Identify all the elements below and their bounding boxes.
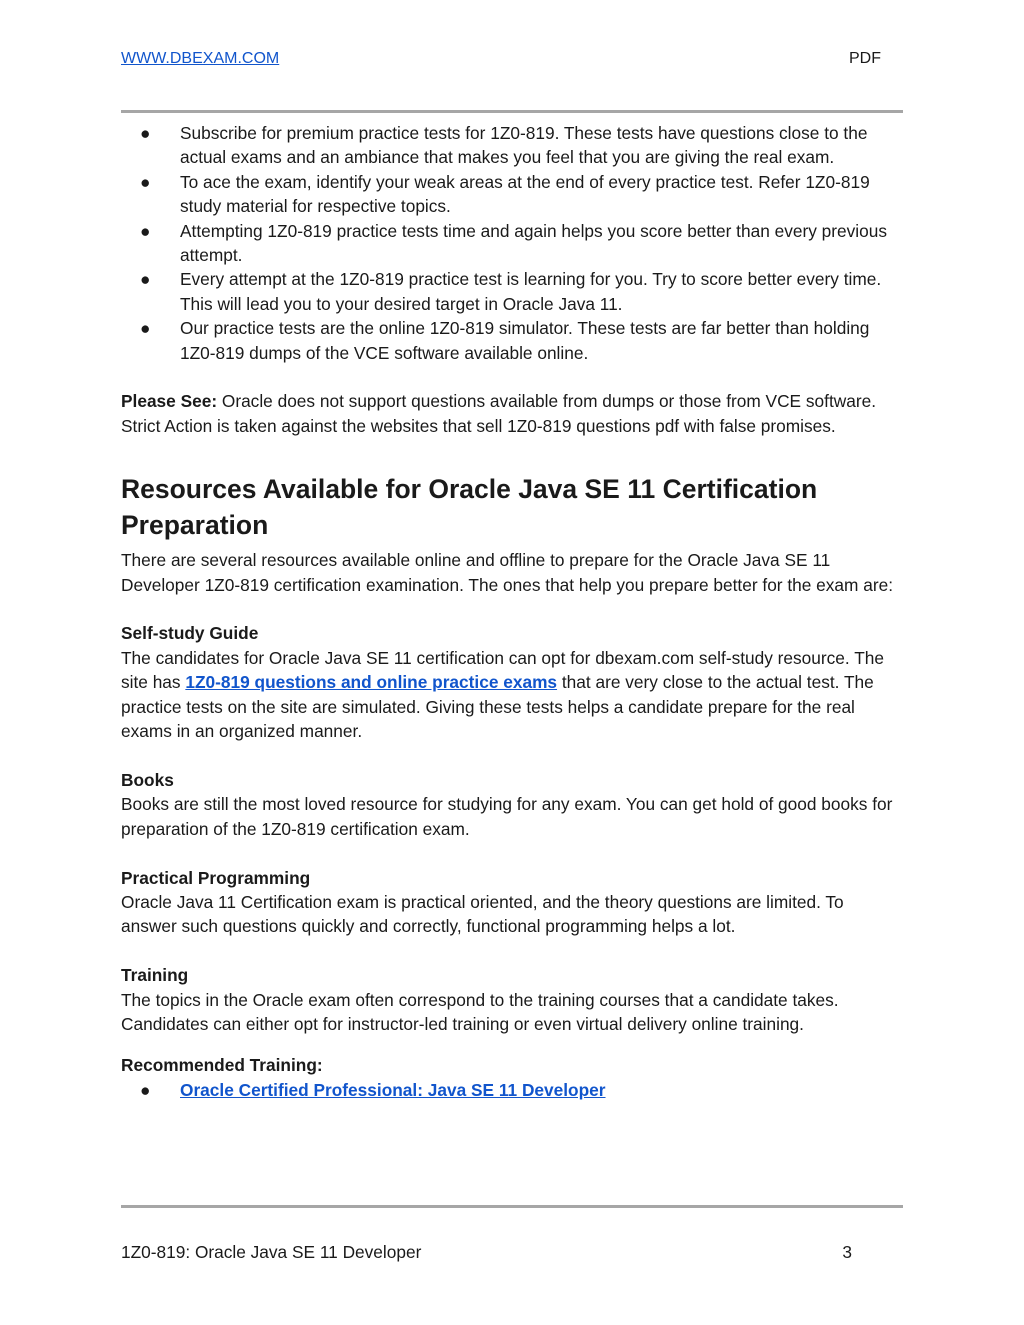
list-item-text: Every attempt at the 1Z0-819 practice test is learning for you. Try to score better every time. This will lead you to your desired target in Oracle Java 11.: [180, 269, 882, 314]
bullet-icon: ●: [140, 123, 151, 143]
list-item: [121, 1078, 903, 1102]
books-paragraph: Books are still the most loved resource for studying for any exam. You can get hold of good books for preparation of the 1Z0-819 certification exam.: [121, 794, 893, 839]
page-footer: [121, 1241, 881, 1263]
bullet-icon: ●: [140, 1079, 151, 1100]
self-study-paragraph: [121, 646, 903, 744]
self-study-text-before: The candidates for Oracle Java SE 11 certification can opt for dbexam.com self-study resource. The site has: [121, 647, 884, 693]
self-study-title: Self-study Guide: [121, 623, 259, 644]
footer-divider: [121, 1205, 903, 1208]
list-item: [121, 170, 903, 219]
training-paragraph: The topics in the Oracle exam often correspond to the training courses that a candidate takes. Candidates can either opt for instructor-led training or even virtual delivery online training.: [121, 989, 839, 1034]
list-item-text: Attempting 1Z0-819 practice tests time and again helps you score better than every previous attempt.: [180, 220, 887, 266]
please-see-paragraph: [121, 389, 903, 438]
list-item: [121, 316, 903, 365]
page-header: [121, 49, 881, 69]
header-pdf-label: PDF: [849, 50, 881, 67]
document-page: [121, 0, 903, 1325]
bullet-icon: ●: [140, 220, 151, 241]
please-see-text: Oracle does not support questions available from dumps or those from VCE software. Strict Action is taken against the websites that sell 1Z0-819 questions pdf with false promises.: [121, 391, 877, 436]
training-title: Training: [121, 965, 189, 986]
list-item-text: Subscribe for premium practice tests for 1Z0-819. These tests have questions close to the actual exams and an ambiance that makes you feel that you are giving the real exam.: [180, 123, 868, 168]
self-study-text-after: that are very close to the actual test. The practice tests on the site are simulated. Giving these tests helps a candidate prepare for the real exams in an organized manner.: [121, 672, 874, 742]
books-title: Books: [121, 769, 174, 790]
practical-paragraph: Oracle Java 11 Certification exam is practical oriented, and the theory questions are limited. To answer such questions quickly and correctly, functional programming helps a lot.: [121, 891, 844, 937]
tips-list: [121, 121, 903, 365]
practical-title: Practical Programming: [121, 867, 311, 888]
resources-heading: Resources Available for Oracle Java SE 11 Certification Preparation: [121, 474, 818, 541]
page-number: 3: [842, 1242, 852, 1262]
page-content: [121, 121, 903, 1102]
resources-intro: There are several resources available online and offline to prepare for the Oracle Java SE 11 Developer 1Z0-819 certification examination. The ones that help you prepare better for the exam are:: [121, 550, 894, 595]
recommended-list: [121, 1078, 903, 1102]
footer-title: 1Z0-819: Oracle Java SE 11 Developer: [121, 1242, 422, 1262]
bullet-icon: ●: [140, 269, 151, 290]
list-item-text: To ace the exam, identify your weak areas at the end of every practice test. Refer 1Z0-819 study material for respective topics.: [180, 171, 870, 217]
list-item-text: Our practice tests are the online 1Z0-819 simulator. These tests are far better than holding 1Z0-819 dumps of the VCE software available online.: [180, 318, 870, 363]
list-item: [121, 267, 903, 316]
list-item: [121, 121, 903, 170]
recommended-title: Recommended Training:: [121, 1055, 323, 1076]
please-see-label: Please See:: [121, 391, 218, 412]
practice-exams-link[interactable]: 1Z0-819 questions and online practice exams: [185, 672, 558, 693]
header-divider: [121, 110, 903, 113]
bullet-icon: ●: [140, 318, 151, 339]
bullet-icon: ●: [140, 171, 151, 192]
list-item: [121, 219, 903, 268]
recommended-training-link[interactable]: Oracle Certified Professional: Java SE 11 Developer: [180, 1079, 606, 1100]
site-link[interactable]: WWW.DBEXAM.COM: [121, 50, 280, 67]
